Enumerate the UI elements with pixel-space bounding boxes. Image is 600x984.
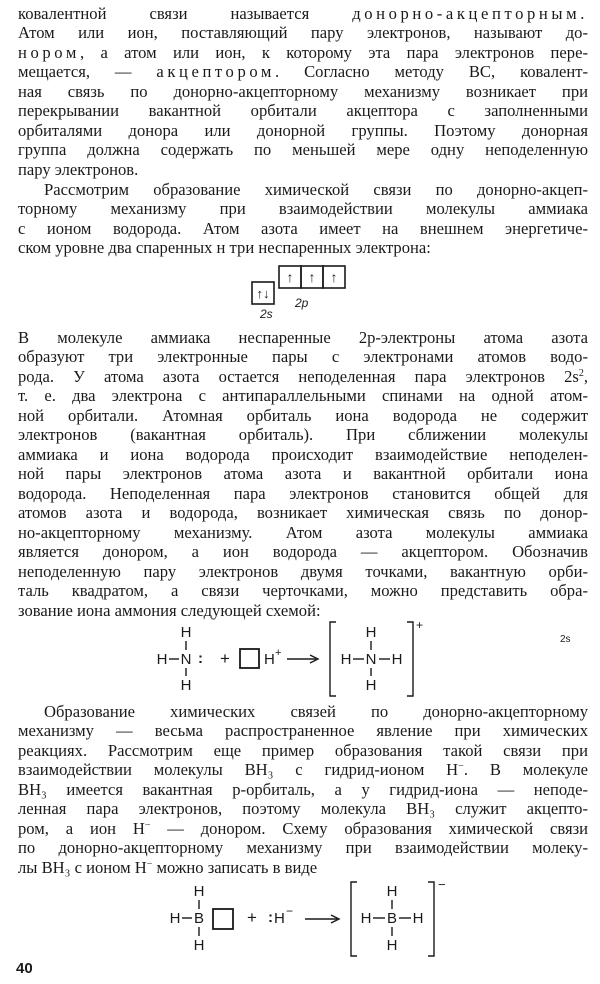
- text-line: аммиака и иона водорода происходит взаимодействие неподелен-: [18, 445, 588, 464]
- text-line: по донорно-акцепторному механизму при взаимодействии молеку-: [18, 838, 588, 857]
- atom-h: H: [360, 910, 372, 927]
- text-line: ная связь по донорно-акцепторному механизму возникает при: [18, 82, 588, 101]
- emphasized-term: акцептором: [156, 62, 276, 81]
- text-line: механизму — весьма распространенное явление при химических: [18, 721, 588, 740]
- atom-h: H: [193, 937, 205, 954]
- bracket-left: [351, 882, 357, 956]
- text-line: торному механизму при взаимодействии молекулы аммиака: [18, 199, 588, 218]
- electron-arrow: ↑: [286, 269, 294, 285]
- ammonium-formation-scheme: [140, 618, 600, 700]
- text-line: атомов азота и водорода, возникает химическая связь по донор-: [18, 503, 588, 522]
- atom-h: H: [365, 677, 377, 694]
- plus-sign: +: [247, 908, 257, 927]
- text-line: электронов (вакантная орбиталь). При сближении молекулы: [18, 425, 588, 444]
- atom-h: H: [169, 910, 181, 927]
- text-line: но-акцепторному механизму. Атом азота молекулы аммиака: [18, 523, 588, 542]
- text-line: ной орбитали. Атомная орбиталь иона водорода не содержит: [18, 406, 588, 425]
- atom-h: H: [180, 624, 192, 641]
- bracket-left: [330, 622, 336, 696]
- text-line: ковалентной связи называется донорно-акцепторным.: [18, 4, 588, 23]
- atom-h: H: [156, 651, 168, 668]
- text-line: с ионом водорода. Атом азота имеет на внешнем энергетиче-: [18, 219, 588, 238]
- atom-n: N: [180, 651, 192, 668]
- text-line: перекрывании вакантной орбитали акцептора с заполненными: [18, 101, 588, 120]
- atom-h: H: [340, 651, 352, 668]
- electron-arrow: ↑: [308, 269, 316, 285]
- atom-h: H: [386, 937, 398, 954]
- text-line: В молекуле аммиака неспаренные 2p-электроны атома азота: [18, 328, 588, 347]
- ion-charge: +: [416, 618, 424, 632]
- page-number: 40: [16, 960, 33, 977]
- text-line: таль квадратом, а связи черточками, можно представить обра-: [18, 581, 588, 600]
- margin-note: 2s: [560, 634, 571, 645]
- text-line: ром, а ион H− — донором. Схему образования химической связи: [18, 819, 589, 838]
- text-line: рода. У атома азота остается неподеленная пара электронов $2s^2$,: [18, 367, 588, 386]
- text-line: зование иона аммония следующей схемой:: [18, 601, 321, 620]
- atom-h: H: [391, 651, 403, 668]
- plus-sign: +: [220, 649, 230, 668]
- electron-pair-arrows: ↑↓: [256, 286, 270, 301]
- text-line: взаимодействии молекулы BH₃ с гидрид-ионом H−. В молекуле: [18, 760, 588, 779]
- text-line: ленная пара электронов, поэтому молекула BH₃ служит акцепто-: [18, 799, 588, 818]
- text-line: Рассмотрим образование химической связи по донорно-акцеп-: [44, 180, 588, 199]
- atom-h: H: [180, 677, 192, 694]
- text-line: лы BH₃ с ионом H− можно записать в виде: [18, 858, 318, 877]
- orbital-diagram: [240, 262, 350, 320]
- text-line: образуют три электронные пары с электронами атомов водо-: [18, 347, 588, 366]
- text-line: ском уровне два спаренных н три неспаренных электрона:: [18, 238, 431, 257]
- emphasized-term: донорно-акцепторным.: [352, 4, 588, 23]
- label-2s: 2s: [260, 307, 273, 320]
- atom-h: H: [412, 910, 424, 927]
- borohydride-formation-scheme: [155, 878, 455, 960]
- bracket-right: [407, 622, 413, 696]
- text-line: BH₃ имеется вакантная p-орбиталь, а у гидрид-иона — неподе-: [18, 780, 588, 799]
- text-line: неподеленную пару электронов двумя точками, вакантную орби-: [18, 562, 588, 581]
- text-line: реакциях. Рассмотрим еще пример образования такой связи при: [18, 741, 588, 760]
- atom-b: B: [386, 910, 398, 927]
- text-line: ной пары электронов атома азота и вакантной орбитали иона: [18, 464, 588, 483]
- text-line: Атом или ион, поставляющий пару электронов, называют до-: [18, 23, 588, 42]
- text-line: мещается, — акцептором. Согласно методу ВС, ковалент-: [18, 62, 588, 81]
- atom-h: H: [193, 883, 205, 900]
- text-line: является донором, а ион водорода — акцептором. Обозначив: [18, 542, 588, 561]
- text-line: Образование химических связей по донорно-акцепторному: [44, 702, 588, 721]
- text-line: т. е. два электрона с антипараллельными спинами на одной атом-: [18, 386, 588, 405]
- atom-h: H: [274, 910, 285, 927]
- text-line: пару электронов.: [18, 160, 139, 179]
- lone-pair: :: [268, 909, 273, 926]
- label-2p: 2p: [295, 296, 309, 310]
- vacant-orbital-box: [213, 909, 233, 929]
- ion-charge: +: [275, 647, 282, 659]
- text-line: нором, а атом или ион, к которому эта пара электронов пере-: [18, 43, 588, 62]
- atom-h: H: [365, 624, 377, 641]
- emphasized-term: нором: [18, 43, 80, 62]
- lone-pair: :: [198, 650, 203, 667]
- ion-charge: −: [438, 878, 446, 892]
- electron-arrow: ↑: [330, 269, 338, 285]
- text-line: водорода. Неподеленная пара электронов становится общей для: [18, 484, 588, 503]
- text-line: орбиталями донора или донорной группы. Поэтому донорная: [18, 121, 588, 140]
- atom-b: B: [193, 910, 205, 927]
- bracket-right: [428, 882, 434, 956]
- atom-n: N: [365, 651, 377, 668]
- vacant-orbital-box: [240, 649, 259, 668]
- atom-h: H: [264, 651, 275, 668]
- ion-charge: −: [286, 904, 294, 918]
- atom-h: H: [386, 883, 398, 900]
- text-line: группа должна содержать по меньшей мере одну неподеленную: [18, 140, 588, 159]
